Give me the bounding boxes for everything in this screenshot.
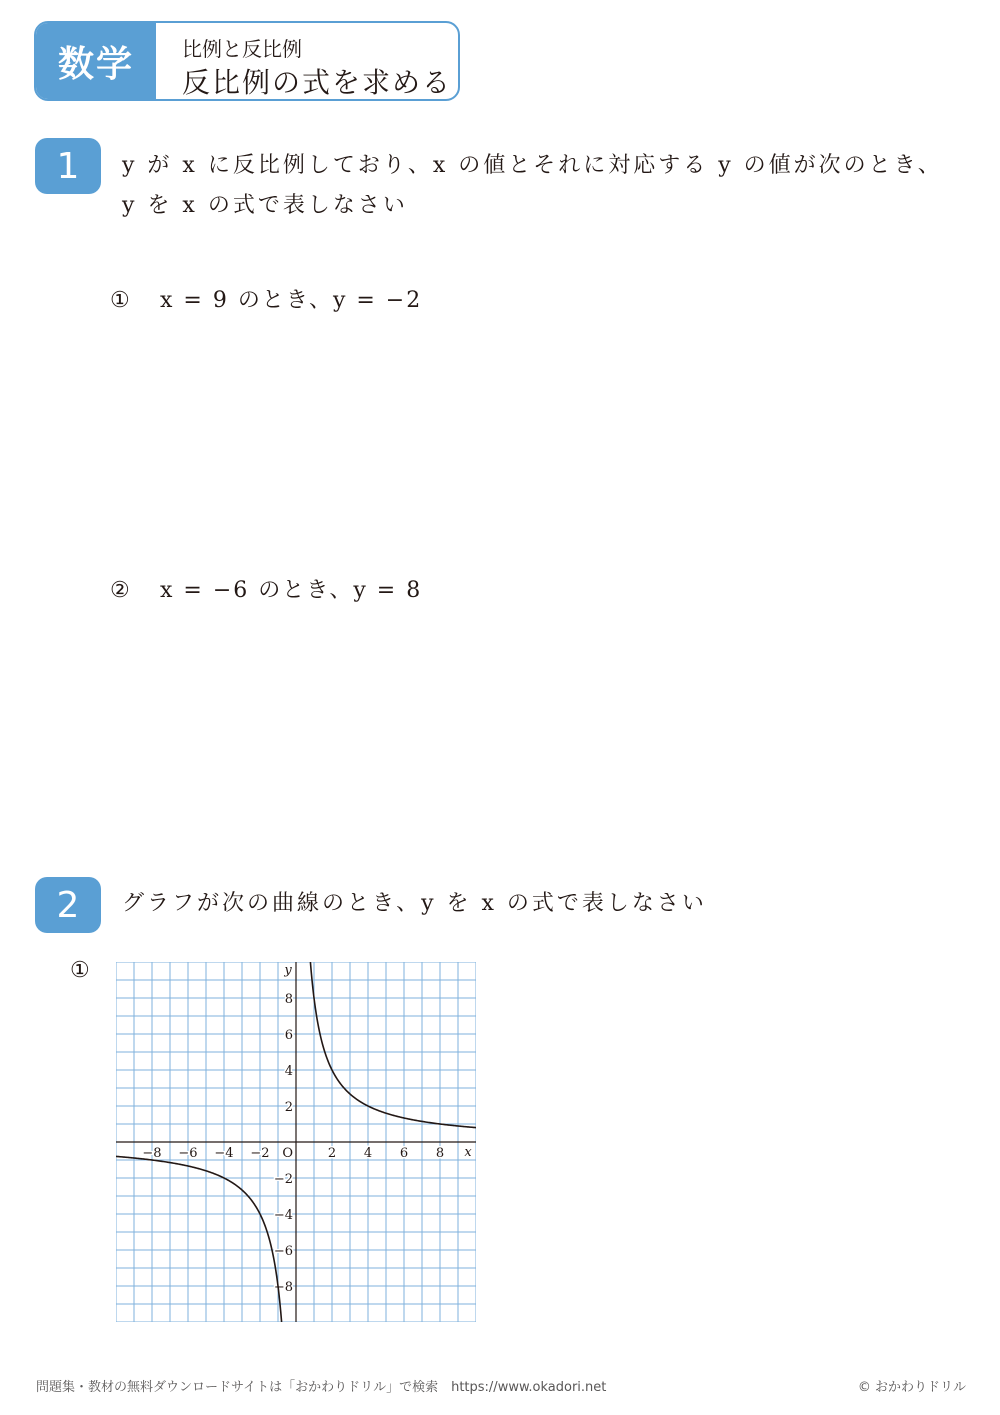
x-tick-label: 2: [327, 1146, 337, 1161]
x-tick-label: 4: [363, 1146, 373, 1161]
question-2-badge: 2: [35, 877, 101, 933]
y-tick-label: −8: [273, 1280, 293, 1295]
question-2-item-1-mark: ①: [70, 958, 90, 983]
question-1-badge: 1: [35, 138, 101, 194]
unit-label: 比例と反比例: [182, 37, 302, 61]
question-1-text-line1: y が x に反比例しており、x の値とそれに対応する y の値が次のとき、: [122, 153, 943, 178]
item-text: x = 9 のとき、y = −2: [160, 288, 423, 313]
x-tick-label: −2: [250, 1146, 270, 1161]
x-tick-label: 6: [399, 1146, 409, 1161]
hyperbola-branch: [310, 962, 476, 1128]
x-tick-label: −6: [178, 1146, 198, 1161]
y-tick-label: 8: [284, 992, 293, 1007]
x-axis-label: x: [464, 1145, 472, 1160]
x-tick-label: −8: [142, 1146, 162, 1161]
y-tick-label: −6: [273, 1244, 293, 1259]
footer-copyright: © おかわりドリル: [857, 1380, 966, 1395]
y-tick-label: −2: [273, 1172, 293, 1187]
x-tick-label: 8: [435, 1146, 445, 1161]
question-1-item-2: [110, 573, 422, 604]
inverse-proportion-graph: [116, 962, 476, 1322]
y-axis-label: y: [284, 963, 292, 978]
question-1-text-line2: y を x の式で表しなさい: [122, 193, 408, 218]
y-tick-label: 6: [284, 1028, 293, 1043]
worksheet-title: 反比例の式を求める: [182, 66, 453, 99]
y-tick-label: 2: [284, 1100, 293, 1115]
y-tick-label: 4: [284, 1064, 293, 1079]
question-2-text: グラフが次の曲線のとき、y を x の式で表しなさい: [122, 891, 707, 916]
subject-label: 数学: [36, 23, 156, 99]
item-mark: ②: [110, 578, 132, 603]
origin-label: O: [282, 1146, 293, 1161]
item-text: x = −6 のとき、y = 8: [160, 578, 423, 603]
question-1-item-1: [110, 283, 422, 314]
y-tick-label: −4: [273, 1208, 293, 1223]
hyperbola-branch: [116, 1156, 282, 1322]
worksheet-header: [34, 21, 460, 101]
item-mark: ①: [110, 288, 132, 313]
footer-site-text: 問題集・教材の無料ダウンロードサイトは「おかわりドリル」で検索 https://www.okadori.net: [36, 1380, 607, 1395]
x-tick-label: −4: [214, 1146, 234, 1161]
